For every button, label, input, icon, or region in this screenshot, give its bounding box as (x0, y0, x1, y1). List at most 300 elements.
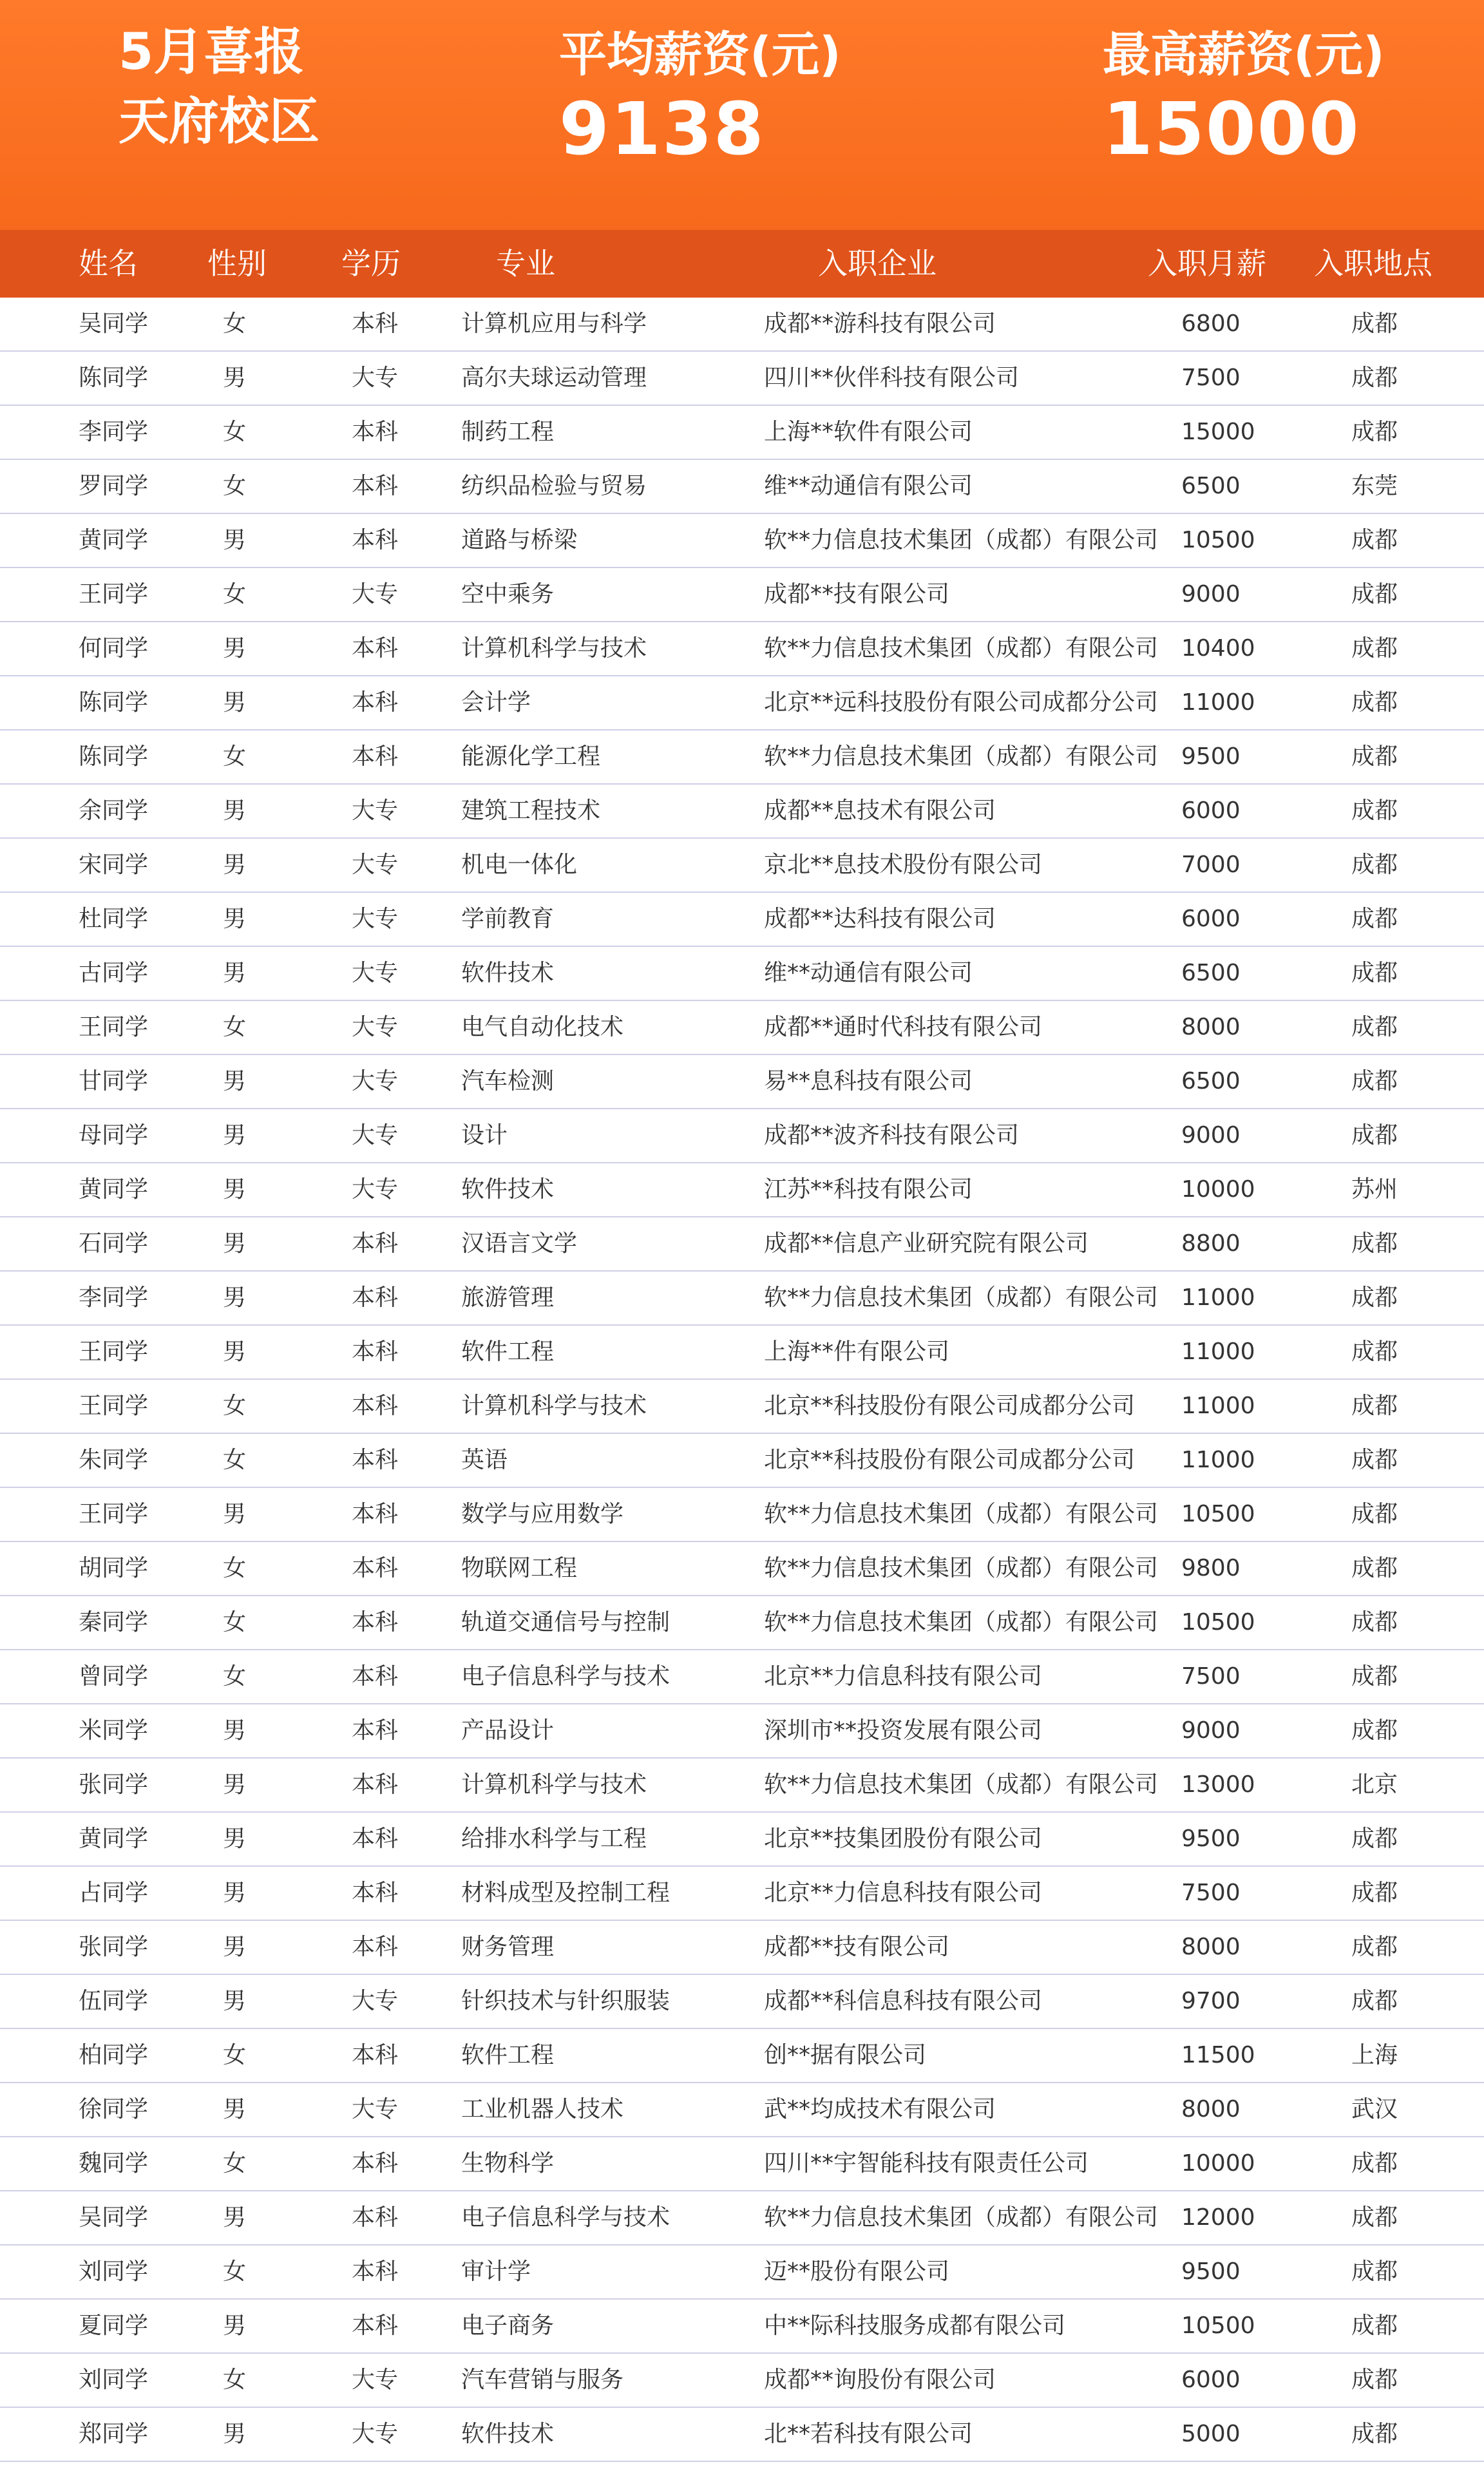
cell-major: 针织技术与针织服装 (461, 1988, 671, 2014)
cell-major: 软件工程 (461, 1339, 555, 1365)
cell-major: 给排水科学与工程 (461, 1826, 647, 1852)
cell-gender: 男 (223, 689, 247, 716)
cell-company: 江苏**科技有限公司 (764, 1176, 973, 1203)
cell-name: 张同学 (79, 1771, 149, 1798)
cell-salary: 8800 (1181, 1230, 1241, 1257)
max-salary-value: 15000 (1103, 88, 1360, 171)
cell-major: 学前教育 (461, 906, 555, 932)
cell-salary: 10000 (1181, 2150, 1255, 2177)
table-row (0, 2137, 1484, 2191)
cell-location: 成都 (1351, 1068, 1398, 1094)
cell-salary: 6000 (1181, 906, 1241, 932)
table-row (0, 2408, 1484, 2462)
cell-company: 软**力信息技术集团（成都）有限公司 (764, 527, 1159, 553)
cell-location: 成都 (1351, 2421, 1398, 2447)
cell-company: 软**力信息技术集团（成都）有限公司 (764, 743, 1159, 770)
cell-name: 古同学 (79, 960, 149, 986)
cell-location: 成都 (1351, 1609, 1398, 1635)
cell-major: 电子商务 (461, 2313, 555, 2339)
cell-name: 刘同学 (79, 2258, 149, 2285)
cell-salary: 6500 (1181, 1068, 1241, 1094)
cell-major: 材料成型及控制工程 (461, 1880, 671, 1906)
cell-education: 本科 (352, 1393, 399, 1419)
cell-education: 本科 (352, 1555, 399, 1581)
cell-company: 北京**技集团股份有限公司 (764, 1826, 1043, 1852)
cell-name: 朱同学 (79, 1447, 149, 1473)
cell-gender: 女 (223, 1663, 247, 1690)
table-row (0, 1055, 1484, 1109)
cell-gender: 男 (223, 527, 247, 553)
cell-education: 本科 (352, 2313, 399, 2339)
cell-salary: 9500 (1181, 1826, 1241, 1852)
cell-gender: 女 (223, 1555, 247, 1581)
cell-gender: 女 (223, 2258, 247, 2285)
cell-name: 王同学 (79, 1339, 149, 1365)
table-row (0, 460, 1484, 514)
cell-salary: 10500 (1181, 1609, 1255, 1635)
cell-salary: 9000 (1181, 581, 1241, 607)
cell-major: 建筑工程技术 (461, 797, 601, 824)
table-row (0, 2083, 1484, 2137)
employment-table (0, 298, 1484, 2462)
cell-location: 成都 (1351, 2150, 1398, 2177)
cell-name: 余同学 (79, 797, 149, 824)
cell-location: 成都 (1351, 2204, 1398, 2231)
cell-education: 大专 (352, 852, 399, 878)
cell-salary: 10500 (1181, 527, 1255, 553)
cell-company: 四川**伙伴科技有限公司 (764, 365, 1020, 391)
cell-name: 宋同学 (79, 852, 149, 878)
cell-name: 吴同学 (79, 310, 149, 337)
cell-major: 设计 (461, 1122, 508, 1149)
table-row (0, 1867, 1484, 1921)
cell-company: 成都**波齐科技有限公司 (764, 1122, 1020, 1149)
cell-location: 苏州 (1351, 1176, 1398, 1203)
cell-gender: 男 (223, 1988, 247, 2014)
cell-salary: 15000 (1181, 419, 1255, 445)
cell-major: 工业机器人技术 (461, 2096, 624, 2122)
cell-gender: 男 (223, 2421, 247, 2447)
cell-gender: 男 (223, 797, 247, 824)
average-salary-label: 平均薪资(元) (559, 27, 841, 82)
table-row (0, 568, 1484, 622)
cell-company: 迈**股份有限公司 (764, 2258, 950, 2285)
cell-salary: 7000 (1181, 852, 1241, 878)
average-salary-value: 9138 (559, 88, 765, 171)
cell-location: 成都 (1351, 1501, 1398, 1527)
cell-name: 王同学 (79, 581, 149, 607)
cell-major: 软件技术 (461, 2421, 555, 2447)
table-row (0, 2029, 1484, 2083)
table-row (0, 839, 1484, 893)
cell-name: 魏同学 (79, 2150, 149, 2177)
cell-salary: 11500 (1181, 2042, 1255, 2068)
table-row (0, 1813, 1484, 1867)
cell-major: 计算机科学与技术 (461, 1771, 647, 1798)
cell-location: 成都 (1351, 852, 1398, 878)
cell-company: 成都**信息产业研究院有限公司 (764, 1230, 1089, 1257)
cell-education: 本科 (352, 419, 399, 445)
cell-gender: 女 (223, 1014, 247, 1040)
cell-major: 电子信息科学与技术 (461, 2204, 671, 2231)
table-row (0, 785, 1484, 839)
cell-location: 成都 (1351, 1339, 1398, 1365)
cell-salary: 8000 (1181, 1014, 1241, 1040)
cell-name: 母同学 (79, 1122, 149, 1149)
cell-major: 英语 (461, 1447, 508, 1473)
cell-salary: 9000 (1181, 1717, 1241, 1744)
cell-education: 本科 (352, 689, 399, 716)
table-row (0, 1434, 1484, 1488)
cell-gender: 男 (223, 960, 247, 986)
cell-company: 京北**息技术股份有限公司 (764, 852, 1043, 878)
cell-location: 成都 (1351, 2258, 1398, 2285)
cell-company: 北京**科技股份有限公司成都分公司 (764, 1393, 1136, 1419)
cell-major: 软件工程 (461, 2042, 555, 2068)
cell-major: 汉语言文学 (461, 1230, 578, 1257)
cell-name: 柏同学 (79, 2042, 149, 2068)
cell-location: 上海 (1351, 2042, 1398, 2068)
table-row (0, 1596, 1484, 1650)
cell-major: 计算机科学与技术 (461, 1393, 647, 1419)
cell-major: 汽车检测 (461, 1068, 555, 1094)
cell-company: 成都**技有限公司 (764, 1934, 950, 1960)
cell-company: 成都**科信息科技有限公司 (764, 1988, 1043, 2014)
cell-location: 成都 (1351, 2367, 1398, 2393)
cell-salary: 6000 (1181, 797, 1241, 824)
cell-salary: 7500 (1181, 1880, 1241, 1906)
cell-name: 王同学 (79, 1014, 149, 1040)
cell-location: 成都 (1351, 419, 1398, 445)
cell-company: 成都**息技术有限公司 (764, 797, 996, 824)
cell-gender: 女 (223, 1609, 247, 1635)
cell-location: 成都 (1351, 1284, 1398, 1311)
cell-education: 本科 (352, 1934, 399, 1960)
cell-location: 成都 (1351, 1826, 1398, 1852)
cell-education: 本科 (352, 1609, 399, 1635)
cell-company: 软**力信息技术集团（成都）有限公司 (764, 2204, 1159, 2231)
cell-gender: 男 (223, 2313, 247, 2339)
cell-major: 电气自动化技术 (461, 1014, 624, 1040)
cell-salary: 6500 (1181, 473, 1241, 499)
cell-education: 本科 (352, 743, 399, 770)
table-row (0, 1109, 1484, 1163)
cell-salary: 10000 (1181, 1176, 1255, 1203)
cell-gender: 男 (223, 1339, 247, 1365)
column-header-company: 入职企业 (818, 246, 937, 281)
cell-company: 北**若科技有限公司 (764, 2421, 973, 2447)
cell-location: 成都 (1351, 1014, 1398, 1040)
cell-salary: 5000 (1181, 2421, 1241, 2447)
table-row (0, 1272, 1484, 1326)
cell-location: 成都 (1351, 960, 1398, 986)
cell-company: 深圳市**投资发展有限公司 (764, 1717, 1043, 1744)
cell-name: 黄同学 (79, 1826, 149, 1852)
cell-name: 罗同学 (79, 473, 149, 499)
cell-education: 本科 (352, 1717, 399, 1744)
cell-name: 秦同学 (79, 1609, 149, 1635)
cell-location: 成都 (1351, 1717, 1398, 1744)
max-salary-label: 最高薪资(元) (1103, 27, 1385, 82)
cell-salary: 11000 (1181, 1447, 1255, 1473)
table-row (0, 2191, 1484, 2246)
table-row (0, 298, 1484, 352)
cell-name: 王同学 (79, 1393, 149, 1419)
cell-gender: 女 (223, 419, 247, 445)
cell-education: 大专 (352, 960, 399, 986)
cell-location: 成都 (1351, 2313, 1398, 2339)
cell-location: 成都 (1351, 527, 1398, 553)
table-row (0, 1759, 1484, 1813)
cell-major: 旅游管理 (461, 1284, 555, 1311)
cell-gender: 男 (223, 1122, 247, 1149)
cell-education: 大专 (352, 906, 399, 932)
cell-salary: 6800 (1181, 310, 1241, 337)
cell-major: 审计学 (461, 2258, 531, 2285)
cell-gender: 女 (223, 2150, 247, 2177)
cell-salary: 8000 (1181, 2096, 1241, 2122)
cell-education: 本科 (352, 1771, 399, 1798)
cell-company: 软**力信息技术集团（成都）有限公司 (764, 1501, 1159, 1527)
cell-gender: 男 (223, 1717, 247, 1744)
cell-education: 本科 (352, 1284, 399, 1311)
cell-company: 北京**远科技股份有限公司成都分公司 (764, 689, 1159, 716)
cell-gender: 男 (223, 1068, 247, 1094)
table-row (0, 676, 1484, 730)
cell-location: 成都 (1351, 689, 1398, 716)
cell-major: 汽车营销与服务 (461, 2367, 624, 2393)
cell-major: 纺织品检验与贸易 (461, 473, 647, 499)
cell-location: 成都 (1351, 906, 1398, 932)
cell-education: 大专 (352, 1014, 399, 1040)
cell-major: 计算机科学与技术 (461, 635, 647, 662)
cell-name: 胡同学 (79, 1555, 149, 1581)
cell-location: 成都 (1351, 1393, 1398, 1419)
cell-location: 成都 (1351, 310, 1398, 337)
table-row (0, 947, 1484, 1001)
cell-major: 高尔夫球运动管理 (461, 365, 647, 391)
table-row (0, 1217, 1484, 1272)
cell-gender: 男 (223, 1501, 247, 1527)
table-row (0, 1921, 1484, 1975)
table-row (0, 1488, 1484, 1542)
cell-gender: 女 (223, 1393, 247, 1419)
cell-company: 北京**科技股份有限公司成都分公司 (764, 1447, 1136, 1473)
cell-education: 大专 (352, 1176, 399, 1203)
cell-major: 机电一体化 (461, 852, 578, 878)
cell-gender: 男 (223, 1284, 247, 1311)
cell-education: 本科 (352, 2042, 399, 2068)
table-row (0, 1975, 1484, 2029)
cell-gender: 女 (223, 1447, 247, 1473)
table-row (0, 2246, 1484, 2300)
cell-name: 郑同学 (79, 2421, 149, 2447)
cell-name: 杜同学 (79, 906, 149, 932)
cell-major: 财务管理 (461, 1934, 555, 1960)
cell-gender: 男 (223, 1230, 247, 1257)
cell-name: 黄同学 (79, 1176, 149, 1203)
cell-major: 道路与桥梁 (461, 527, 578, 553)
column-header-gender: 性别 (207, 246, 267, 281)
cell-company: 中**际科技服务成都有限公司 (764, 2313, 1066, 2339)
cell-company: 软**力信息技术集团（成都）有限公司 (764, 1771, 1159, 1798)
cell-company: 创**据有限公司 (764, 2042, 927, 2068)
cell-major: 能源化学工程 (461, 743, 601, 770)
cell-gender: 男 (223, 635, 247, 662)
cell-company: 软**力信息技术集团（成都）有限公司 (764, 1284, 1159, 1311)
table-row (0, 622, 1484, 676)
cell-location: 成都 (1351, 1880, 1398, 1906)
cell-gender: 女 (223, 2042, 247, 2068)
cell-gender: 男 (223, 906, 247, 932)
cell-salary: 11000 (1181, 689, 1255, 716)
cell-salary: 11000 (1181, 1339, 1255, 1365)
cell-education: 本科 (352, 1880, 399, 1906)
cell-major: 软件技术 (461, 960, 555, 986)
cell-major: 轨道交通信号与控制 (461, 1609, 671, 1635)
cell-gender: 女 (223, 743, 247, 770)
cell-name: 何同学 (79, 635, 149, 662)
cell-salary: 7500 (1181, 1663, 1241, 1690)
cell-name: 米同学 (79, 1717, 149, 1744)
cell-name: 徐同学 (79, 2096, 149, 2122)
table-row (0, 1542, 1484, 1596)
cell-salary: 7500 (1181, 365, 1241, 391)
cell-salary: 9000 (1181, 1122, 1241, 1149)
cell-location: 成都 (1351, 635, 1398, 662)
cell-company: 维**动通信有限公司 (764, 473, 973, 499)
cell-education: 本科 (352, 1447, 399, 1473)
cell-location: 成都 (1351, 743, 1398, 770)
cell-education: 本科 (352, 1501, 399, 1527)
cell-gender: 男 (223, 852, 247, 878)
cell-gender: 男 (223, 1934, 247, 1960)
cell-name: 李同学 (79, 419, 149, 445)
cell-location: 成都 (1351, 1447, 1398, 1473)
column-header-salary: 入职月薪 (1148, 246, 1266, 281)
table-row (0, 1650, 1484, 1704)
cell-major: 计算机应用与科学 (461, 310, 647, 337)
cell-education: 本科 (352, 1663, 399, 1690)
cell-salary: 9700 (1181, 1988, 1241, 2014)
cell-education: 大专 (352, 2096, 399, 2122)
cell-education: 本科 (352, 2150, 399, 2177)
cell-company: 软**力信息技术集团（成都）有限公司 (764, 1609, 1159, 1635)
cell-gender: 男 (223, 1826, 247, 1852)
table-row (0, 352, 1484, 406)
cell-major: 软件技术 (461, 1176, 555, 1203)
cell-company: 北京**力信息科技有限公司 (764, 1880, 1043, 1906)
cell-education: 大专 (352, 1988, 399, 2014)
cell-name: 黄同学 (79, 527, 149, 553)
cell-gender: 女 (223, 473, 247, 499)
cell-company: 成都**达科技有限公司 (764, 906, 996, 932)
cell-education: 大专 (352, 581, 399, 607)
cell-company: 成都**技有限公司 (764, 581, 950, 607)
cell-education: 本科 (352, 1339, 399, 1365)
table-row (0, 1001, 1484, 1055)
cell-salary: 10400 (1181, 635, 1255, 662)
cell-name: 伍同学 (79, 1988, 149, 2014)
cell-salary: 9800 (1181, 1555, 1241, 1581)
table-header (0, 230, 1484, 298)
cell-education: 大专 (352, 2367, 399, 2393)
cell-company: 武**均成技术有限公司 (764, 2096, 996, 2122)
cell-location: 成都 (1351, 1230, 1398, 1257)
column-header-name: 姓名 (79, 246, 138, 281)
cell-education: 本科 (352, 635, 399, 662)
table-row (0, 514, 1484, 568)
cell-location: 成都 (1351, 1555, 1398, 1581)
cell-location: 成都 (1351, 1934, 1398, 1960)
cell-salary: 10500 (1181, 1501, 1255, 1527)
cell-name: 占同学 (79, 1880, 149, 1906)
cell-salary: 6500 (1181, 960, 1241, 986)
table-row (0, 730, 1484, 785)
cell-major: 制药工程 (461, 419, 555, 445)
cell-education: 本科 (352, 527, 399, 553)
cell-education: 本科 (352, 310, 399, 337)
cell-major: 产品设计 (461, 1717, 555, 1744)
cell-name: 陈同学 (79, 743, 149, 770)
cell-salary: 11000 (1181, 1284, 1255, 1311)
cell-gender: 男 (223, 1176, 247, 1203)
cell-salary: 8000 (1181, 1934, 1241, 1960)
cell-company: 维**动通信有限公司 (764, 960, 973, 986)
cell-name: 吴同学 (79, 2204, 149, 2231)
cell-company: 四川**宇智能科技有限责任公司 (764, 2150, 1089, 2177)
cell-company: 成都**询股份有限公司 (764, 2367, 996, 2393)
cell-gender: 男 (223, 1771, 247, 1798)
cell-major: 会计学 (461, 689, 531, 716)
cell-major: 电子信息科学与技术 (461, 1663, 671, 1690)
cell-name: 夏同学 (79, 2313, 149, 2339)
cell-major: 生物科学 (461, 2150, 555, 2177)
cell-major: 数学与应用数学 (461, 1501, 624, 1527)
report-title-campus: 天府校区 (119, 93, 320, 151)
cell-salary: 11000 (1181, 1393, 1255, 1419)
cell-company: 上海**件有限公司 (764, 1339, 950, 1365)
column-header-location: 入职地点 (1314, 246, 1432, 281)
cell-gender: 女 (223, 581, 247, 607)
cell-location: 成都 (1351, 1663, 1398, 1690)
cell-salary: 9500 (1181, 743, 1241, 770)
cell-salary: 6000 (1181, 2367, 1241, 2393)
cell-major: 物联网工程 (461, 1555, 578, 1581)
table-row (0, 1704, 1484, 1759)
cell-gender: 女 (223, 310, 247, 337)
cell-education: 大专 (352, 1068, 399, 1094)
cell-location: 成都 (1351, 365, 1398, 391)
cell-education: 大专 (352, 2421, 399, 2447)
cell-name: 甘同学 (79, 1068, 149, 1094)
cell-company: 北京**力信息科技有限公司 (764, 1663, 1043, 1690)
cell-gender: 男 (223, 2096, 247, 2122)
cell-name: 刘同学 (79, 2367, 149, 2393)
cell-gender: 男 (223, 365, 247, 391)
table-row (0, 2300, 1484, 2354)
report-title-month: 5月喜报 (119, 23, 305, 81)
cell-location: 成都 (1351, 581, 1398, 607)
report-header (0, 0, 1484, 230)
cell-gender: 男 (223, 2204, 247, 2231)
cell-education: 本科 (352, 473, 399, 499)
cell-major: 空中乘务 (461, 581, 555, 607)
cell-education: 本科 (352, 2258, 399, 2285)
cell-gender: 女 (223, 2367, 247, 2393)
cell-education: 本科 (352, 2204, 399, 2231)
cell-location: 成都 (1351, 1988, 1398, 2014)
